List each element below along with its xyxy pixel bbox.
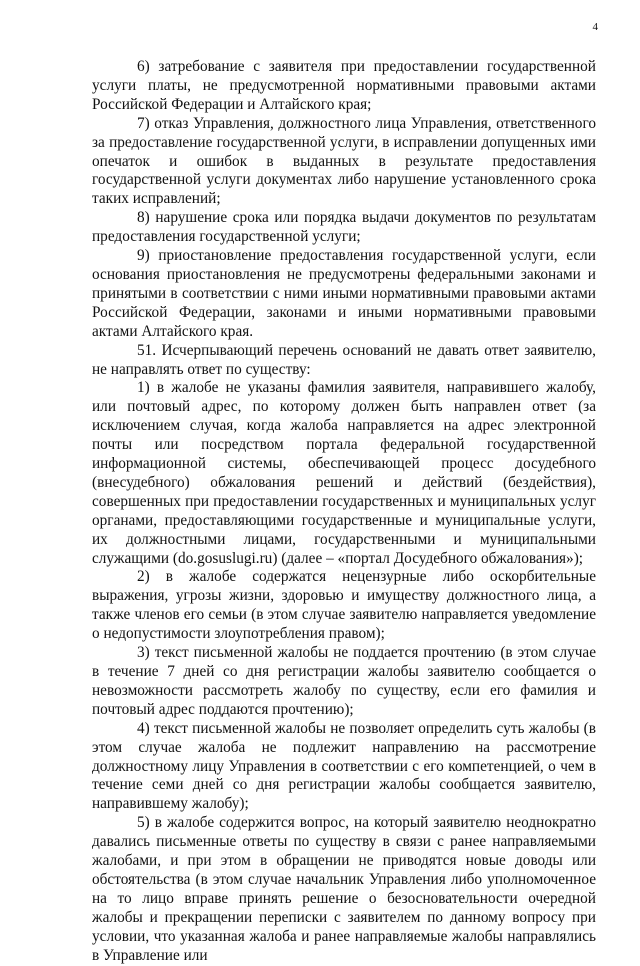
document-body	[92, 58, 596, 966]
paragraph-item-9: 9) приостановление предоставления государственной услуги, если основания приостановления не предусмотрены федеральными законами и принятыми в соответствии с ними иными нормативными правовыми актами Российской Федерации, законами и иными нормативными правовыми актами Алтайского края.	[92, 247, 596, 340]
paragraph-reason-4: 4) текст письменной жалобы не позволяет определить суть жалобы (в этом случае жалоба не подлежит направлению на рассмотрение должностному лицу Управления в соответствии с его компетенцией, о чем в течение семи дней со дня регистрации жалобы сообщается заявителю, направившему жалобу);	[92, 719, 596, 813]
paragraph-reason-5: 5) в жалобе содержится вопрос, на который заявителю неоднократно давались письменные ответы по существу в связи с ранее направляемыми жалобами, и при этом в обращении не приводятся новые доводы или обстоятельства (в этом случае начальник Управления либо уполномоченное на то лицо вправе принять решение о безосновательности очередной жалобы и прекращении переписки с заявителем по данному вопросу при условии, что указанная жалоба и ранее направляемые жалобы направлялись в Управление или	[92, 814, 596, 964]
paragraph-item-8: 8) нарушение срока или порядка выдачи документов по результатам предоставления государственной услуги;	[92, 209, 596, 246]
paragraph-reason-2: 2) в жалобе содержатся нецензурные либо оскорбительные выражения, угрозы жизни, здоровью и имуществу должностного лица, а также членов его семьи (в этом случае заявителю направляется уведомление о недопустимости злоупотребления правом);	[92, 568, 596, 643]
paragraph-reason-1: 1) в жалобе не указаны фамилия заявителя, направившего жалобу, или почтовый адрес, по которому должен быть направлен ответ (за исключением случая, когда жалоба направляется на адрес электронной почты или посредством портала федеральной государственной информационной системы, обеспечивающей процесс досудебного (внесудебного) обжалования решений и действий (бездействия), совершенных при предоставлении государственных и муниципальных услуг органами, предоставляющими государственные и муниципальные услуги, их должностными лицами, государственными и муниципальными служащими (do.gosuslugi.ru) (далее – «портал Досудебного обжалования»);	[92, 379, 596, 567]
paragraph-section-51: 51. Исчерпывающий перечень оснований не давать ответ заявителю, не направлять ответ по существу:	[92, 341, 596, 378]
paragraph-reason-3: 3) текст письменной жалобы не поддается прочтению (в этом случае в течение 7 дней со дня регистрации жалобы заявителю сообщается о невозможности рассмотреть жалобу по существу, если его фамилия и почтовый адрес поддаются прочтению);	[92, 644, 596, 718]
page-number: 4	[592, 21, 598, 33]
paragraph-item-6: 6) затребование с заявителя при предоставлении государственной услуги платы, не предусмотренной нормативными правовыми актами Российской Федерации и Алтайского края;	[92, 58, 596, 113]
paragraph-item-7: 7) отказ Управления, должностного лица Управления, ответственного за предоставление государственной услуги, в исправлении допущенных ими опечаток и ошибок в выданных в результате предоставления государственной услуги документах либо нарушение установленного срока таких исправлений;	[92, 114, 596, 208]
